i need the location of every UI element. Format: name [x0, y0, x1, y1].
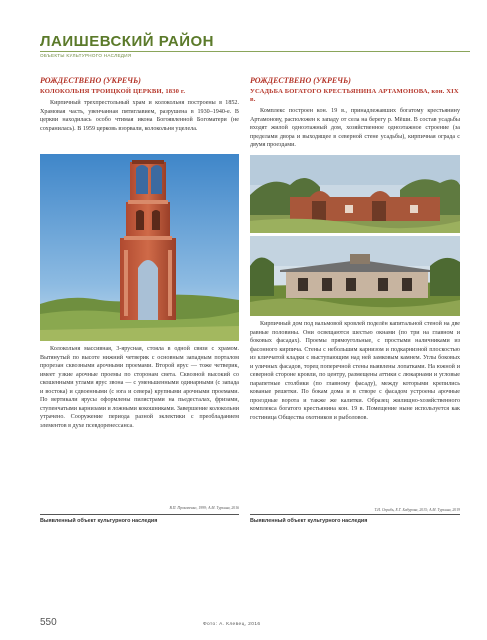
article-intro: Кирпичный трехпрестольный храм и колокольня построены в 1852. Храмовая часть, увенчанная пятиглавием, разрушена в 1930–1940-е. В церкви находилась особо чтимая икона Богоявленной Богоматери (не сохранилась). В 1959 церковь взорвали, колокольня уцелела.: [40, 100, 239, 132]
status-divider: [40, 514, 239, 515]
status-divider: [250, 514, 460, 515]
article-body: Кирпичный дом под вальмовой кровлей поделён капитальной стеной на две равные половины. Они освещаются шестью окнами (по три на главном и боковых фасадах). Проемы прямоугольные, с простыми наличниками из фасонного кирпича. Стены с небольшим карнизом и подкарнизной плоскостью из кличчатой кладки с выступающим над ней замковым камнем. Углы боковых и уличных фасадов, торец поперечной стены выявлены лопатками. На южной и северной стороне кровли, по центру, размещены аттики с люкарнами и угловые парапетные столбики (по главному фасаду), между которыми крепились кованые решетки. По бокам дома и в створе с фасадом устроены арочные проездные ворота и также же калитки. Образец жилищно-хозяйственного комплекса богатого крестьянина кон. 19 в. Помещение ныне используется как гостиница Общества охотников и рыболовов.: [250, 321, 460, 421]
estate-photo-2: [250, 236, 460, 316]
header-divider: [40, 51, 470, 52]
photo-credit: Т.И. Огрибь, Е.Г. Бабурова, 2015; А.М. Туркина, 2019: [374, 508, 460, 512]
article-location: РОЖДЕСТВЕНО (УКРЕЧЬ): [250, 76, 351, 85]
status-label: Выявленный объект культурного наследия: [250, 518, 368, 524]
status-label: Выявленный объект культурного наследия: [40, 518, 158, 524]
article-intro: Комплекс построен кон. 19 в., принадлежавших богатому крестьянину Артамонову, расположен к западу от села на берегу р. Мёши. В состав усадьбы входят жилой одноэтажный дом, хозяйственное одноэтажное строение (за пределами двора и выходящее в северной стене усадьбы), кирпичная ограда с двумя проездами.: [250, 108, 460, 148]
belltower-photo: [40, 154, 239, 341]
estate-photo-1: [250, 155, 460, 233]
article-heading: УСАДЬБА БОГАТОГО КРЕСТЬЯНИНА АРТАМОНОВА, кон. XIX в.: [250, 88, 459, 103]
article-heading: КОЛОКОЛЬНЯ ТРОИЦКОЙ ЦЕРКВИ, 1830 г.: [40, 88, 186, 95]
region-title: ЛАИШЕВСКИЙ РАЙОН: [40, 33, 214, 50]
article-body: Колокольня массивная, 3-ярусная, стояла в одной связи с храмом. Вытянутый по высоте нижний четверик с основным западным порталом прорезан сквозными арочными проемами. Второй ярус — тоже четверик, имеет узкие арочные проемы по сторонам света. Сквозной высокий со скошенными углами ярус звона — с уменьшенными одинарными (с запада и востока) и сдвоенными (с юга и севера) крупными арочными проемами. По вертикали ярусы оформлены пилястрами на пьедесталах, фризами, ступенчатыми карнизами и ложными кокошниками. Завершение колокольни утрачено. Сооружение периода разной эклектики с преобладанием элементов в духе псевдоренессанса.: [40, 346, 239, 429]
page-number: 550: [40, 617, 57, 628]
region-subtitle: ОБЪЕКТЫ КУЛЬТУРНОГО НАСЛЕДИЯ: [40, 53, 132, 58]
article-location: РОЖДЕСТВЕНО (УКРЕЧЬ): [40, 76, 141, 85]
footer-photo-credit: Фото: А. Клевец, 2016: [203, 622, 261, 627]
photo-credit: В.П. Прокопенко, 1999; А.М. Туркина, 2016: [169, 506, 239, 510]
